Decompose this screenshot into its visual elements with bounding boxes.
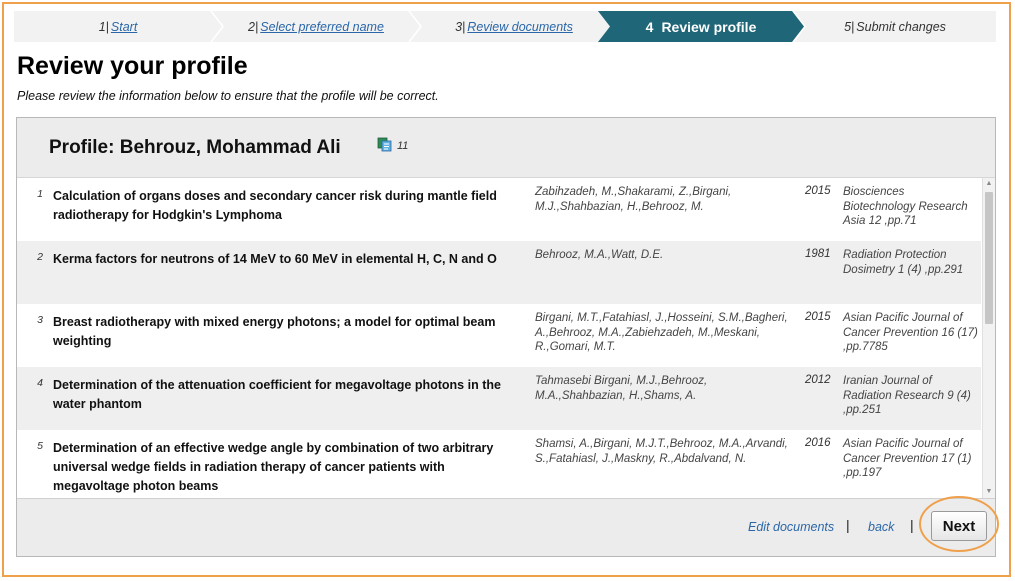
page-title: Review your profile [17, 52, 248, 80]
document-year: 2015 [805, 311, 831, 323]
step-link-select-preferred-name[interactable]: Select preferred name [260, 19, 384, 34]
profile-title: Profile: Behrouz, Mohammad Ali [49, 137, 341, 158]
document-authors: Tahmasebi Birgani, M.J.,Behrooz, M.A.,Shahbazian, H.,Shams, A. [535, 375, 708, 402]
step-label-review-profile: Review profile [661, 18, 757, 35]
document-row [17, 367, 981, 430]
document-authors: Zabihzadeh, M.,Shakarami, Z.,Birgani, M.J.,Shahbazian, H.,Behrooz, M. [535, 186, 732, 213]
document-row [17, 178, 981, 241]
step-number: 5| [844, 19, 855, 34]
step-link-review-documents[interactable]: Review documents [467, 19, 573, 34]
document-list-scrollbar[interactable] [982, 178, 995, 498]
step-number: 2| [248, 19, 259, 34]
step-select-preferred-name[interactable] [212, 11, 420, 42]
scroll-down-arrow-icon[interactable]: ▼ [985, 488, 993, 495]
document-journal: Radiation Protection Dosimetry 1 (4) ,pp.291 [843, 249, 964, 276]
document-journal: Iranian Journal of Radiation Research 9 (4) ,pp.251 [843, 375, 971, 416]
row-index: 5 [37, 440, 43, 452]
row-index: 4 [37, 377, 43, 389]
row-index: 1 [37, 188, 43, 200]
step-submit-changes [794, 11, 996, 42]
documents-icon [377, 137, 393, 158]
document-year: 1981 [805, 248, 831, 260]
next-button[interactable]: Next [931, 511, 987, 541]
step-link-start[interactable]: Start [110, 19, 138, 34]
panel-footer [17, 498, 995, 556]
document-title: Determination of an effective wedge angle by combination of two arbitrary universal wedge fields in radiation therapy of cancer patients with megavoltage photon beams [53, 441, 494, 493]
document-row [17, 430, 981, 498]
document-row [17, 241, 981, 304]
document-year: 2015 [805, 185, 831, 197]
step-number: 1| [98, 19, 109, 34]
step-label-submit-changes: Submit changes [856, 19, 946, 34]
document-authors: Shamsi, A.,Birgani, M.J.T.,Behrooz, M.A.,Arvandi, S.,Fatahiasl, J.,Maskny, R.,Abdalvand, N. [535, 438, 788, 465]
document-year: 2016 [805, 437, 831, 449]
document-journal: Asian Pacific Journal of Cancer Prevention 17 (1) ,pp.197 [843, 438, 972, 479]
document-year: 2012 [805, 374, 831, 386]
document-journal: Biosciences Biotechnology Research Asia 12 ,pp.71 [843, 186, 968, 227]
page-subtitle: Please review the information below to ensure that the profile will be correct. [17, 89, 439, 103]
profile-panel [16, 117, 996, 557]
step-number: 4 [645, 18, 654, 35]
row-index: 3 [37, 314, 43, 326]
document-title: Breast radiotherapy with mixed energy photons; a model for optimal beam weighting [53, 315, 496, 348]
separator: | [910, 517, 914, 533]
document-journal: Asian Pacific Journal of Cancer Prevention 16 (17) ,pp.7785 [843, 312, 978, 353]
document-title: Determination of the attenuation coefficient for megavoltage photons in the water phantom [53, 378, 501, 411]
progress-stepper [14, 11, 996, 42]
step-number: 3| [455, 19, 466, 34]
row-index: 2 [37, 251, 43, 263]
edit-documents-link[interactable]: Edit documents [748, 520, 835, 534]
document-list [17, 178, 995, 498]
step-review-documents[interactable] [410, 11, 618, 42]
document-authors: Behrooz, M.A.,Watt, D.E. [535, 249, 664, 261]
step-start[interactable] [14, 11, 222, 42]
scroll-up-arrow-icon[interactable]: ▲ [985, 180, 993, 187]
scroll-thumb[interactable] [985, 192, 993, 324]
back-link[interactable]: back [868, 520, 895, 534]
profile-header [17, 118, 995, 178]
document-row [17, 304, 981, 367]
separator: | [846, 517, 850, 533]
document-title: Calculation of organs doses and secondary cancer risk during mantle field radiotherapy for Hodgkin's Lymphoma [53, 189, 497, 222]
step-review-profile [598, 11, 804, 42]
document-count: 11 [397, 140, 409, 152]
document-title: Kerma factors for neutrons of 14 MeV to 60 MeV in elemental H, C, N and O [53, 252, 497, 266]
document-authors: Birgani, M.T.,Fatahiasl, J.,Hosseini, S.M.,Bagheri, A.,Behrooz, M.A.,Zabiehzadeh, M.,Meskani, R.,Gomari, M.T. [535, 312, 788, 353]
